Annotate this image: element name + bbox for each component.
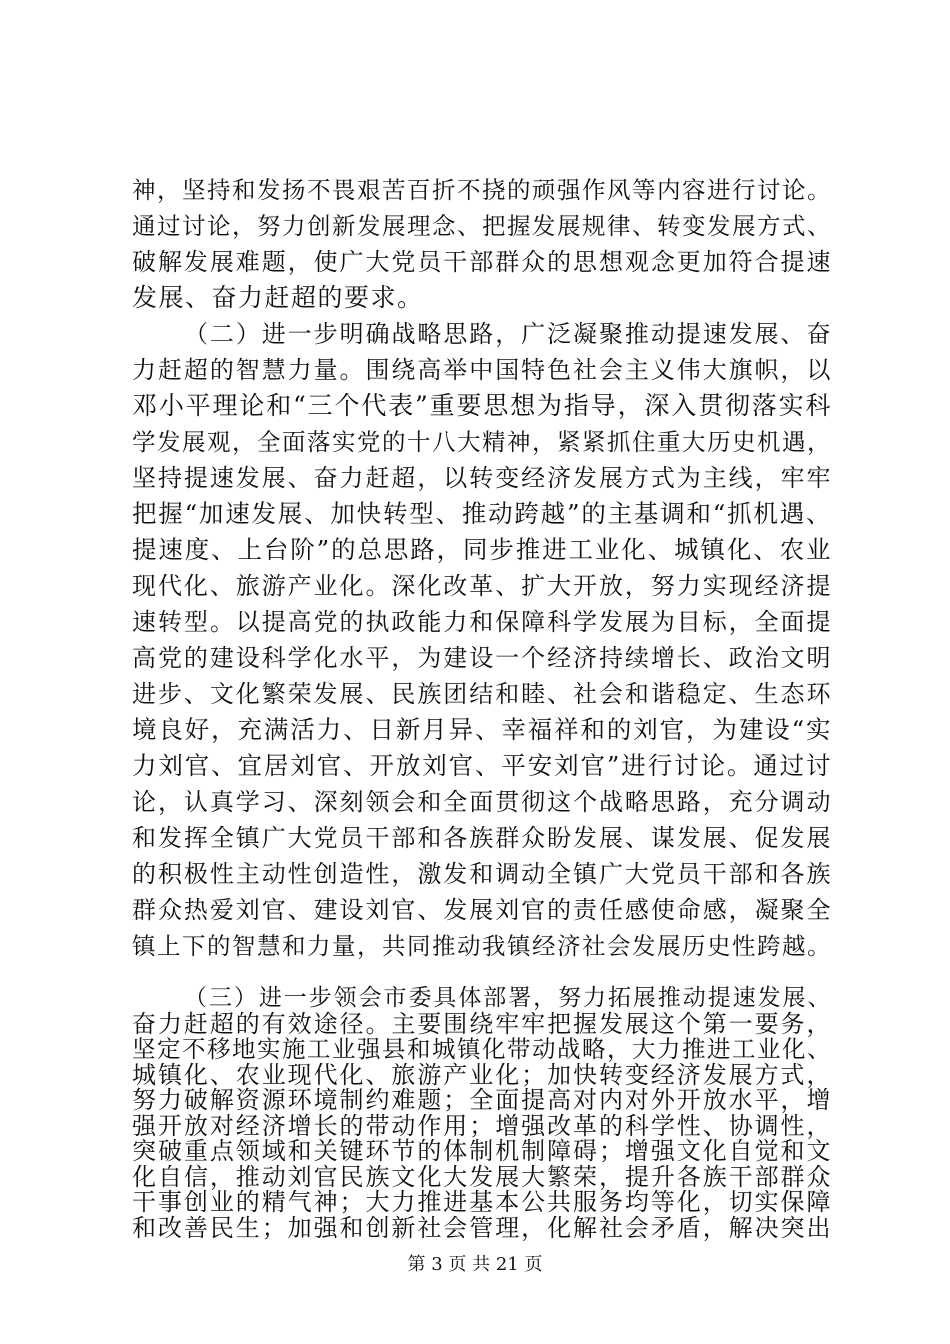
text-line: 坚持提速发展、奋力赶超，以转变经济发展方式为主线，牢牢 [132,464,832,492]
text-line: 奋力赶超的有效途径。主要围绕牢牢把握发展这个第一要务， [132,1009,832,1038]
text-line: 强开放对经济增长的带动作用；增强改革的科学性、协调性， [132,1111,832,1140]
text-line: 境良好，充满活力、日新月异、幸福祥和的刘官，为建设“实 [132,715,832,744]
text-line: 努力破解资源环境制约难题；全面提高对内对外开放水平，增 [132,1086,832,1114]
text-line: 力刘官、宜居刘官、开放刘官、平安刘官”进行讨论。通过讨 [132,751,832,780]
text-line: 和发挥全镇广大党员干部和各族群众盼发展、谋发展、促发展 [132,824,832,852]
text-line: 城镇化、农业现代化、旅游产业化；加快转变经济发展方式， [132,1060,832,1089]
text-line: 化自信，推动刘官民族文化大发展大繁荣，提升各族干部群众 [132,1162,832,1191]
text-line: 力赶超的智慧力量。围绕高举中国特色社会主义伟大旗帜，以 [132,356,832,384]
text-line: 干事创业的精气神；大力推进基本公共服务均等化，切实保障 [132,1188,832,1216]
text-line: 把握“加速发展、加快转型、推动跨越”的主基调和“抓机遇、 [132,499,832,528]
text-line: 学发展观，全面落实党的十八大精神，紧紧抓住重大历史机遇， [132,428,832,456]
text-line: 邓小平理论和“三个代表”重要思想为指导，深入贯彻落实科 [132,391,832,420]
text-line: （三）进一步领会市委具体部署，努力拓展推动提速发展、 [184,985,832,1011]
text-line: （二）进一步明确战略思路，广泛凝聚推动提速发展、奋 [184,320,832,348]
text-line: 进步、文化繁荣发展、民族团结和睦、社会和谐稳定、生态环 [132,680,832,708]
text-line: 速转型。以提高党的执政能力和保障科学发展为目标，全面提 [132,608,832,636]
text-line: 坚定不移地实施工业强县和城镇化带动战略，大力推进工业化、 [132,1035,832,1063]
text-line: 现代化、旅游产业化。深化改革、扩大开放，努力实现经济提 [132,572,832,600]
text-line: 突破重点领域和关键环节的体制机制障碍；增强文化自觉和文 [132,1137,832,1165]
text-line: 神，坚持和发扬不畏艰苦百折不挠的顽强作风等内容进行讨论。 [132,176,832,204]
text-line: 群众热爱刘官、建设刘官、发展刘官的责任感使命感，凝聚全 [132,896,832,924]
text-line: 镇上下的智慧和力量，共同推动我镇经济社会发展历史性跨越。 [132,932,832,960]
text-line: 破解发展难题，使广大党员干部群众的思想观念更加符合提速 [132,248,832,276]
text-line: 和改善民生；加强和创新社会管理，化解社会矛盾，解决突出 [132,1213,832,1242]
text-line: 通过讨论，努力创新发展理念、把握发展规律、转变发展方式、 [132,212,832,240]
text-line: 发展、奋力赶超的要求。 [132,283,424,312]
text-line: 论，认真学习、深刻领会和全面贯彻这个战略思路，充分调动 [132,788,832,816]
page-footer: 第 3 页 共 21 页 [407,1254,543,1275]
text-line: 高党的建设科学化水平，为建设一个经济持续增长、政治文明 [132,644,832,672]
text-line: 的积极性主动性创造性，激发和调动全镇广大党员干部和各族 [132,860,832,888]
text-line: 提速度、上台阶”的总思路，同步推进工业化、城镇化、农业 [132,535,832,564]
